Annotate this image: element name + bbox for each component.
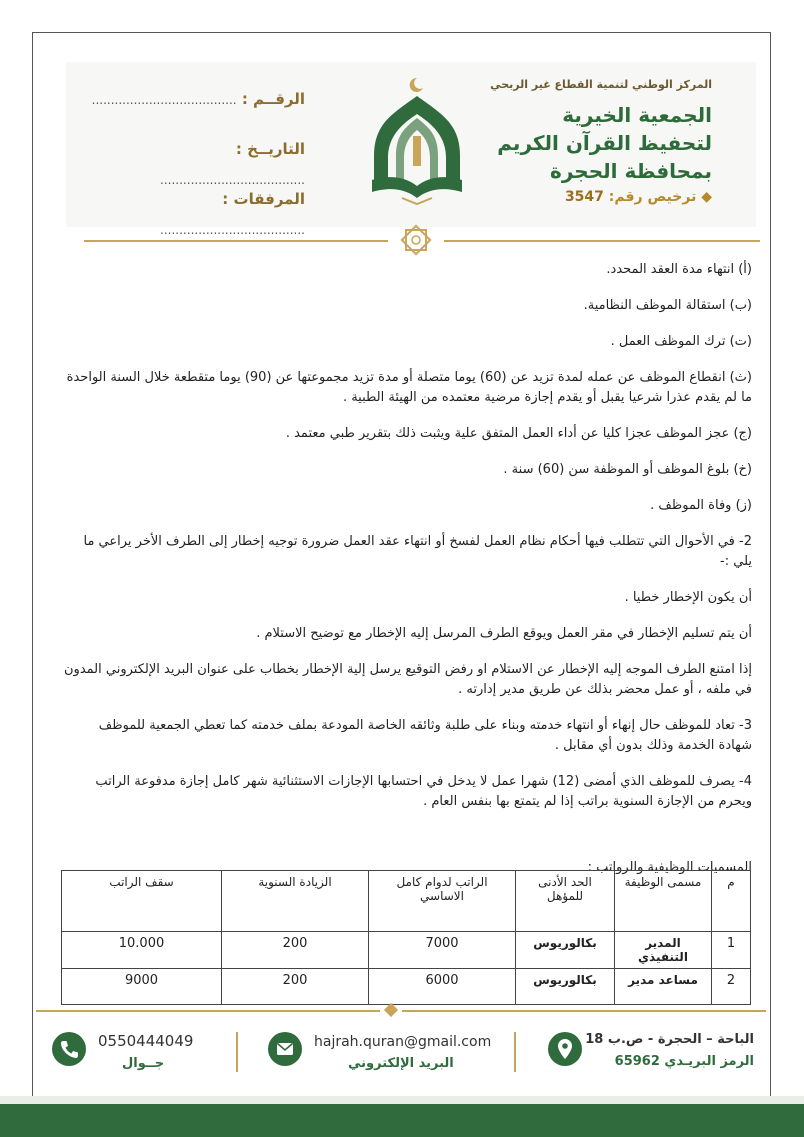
license-label: ترخيص رقم: [608, 189, 697, 205]
document-body [62, 256, 752, 878]
cell-salary-cap: 10.000 [62, 932, 222, 969]
email-address[interactable]: hajrah.quran@gmail.com [314, 1034, 492, 1050]
notice-written: أن يكون الإخطار خطيا . [624, 590, 752, 605]
cell-base-salary: 6000 [369, 969, 516, 1005]
address-line1: الباحة – الحجرة - ص.ب 18 [585, 1032, 754, 1047]
phone-icon [52, 1032, 86, 1066]
footer-address [540, 1030, 770, 1074]
location-pin-icon [548, 1032, 582, 1066]
cell-annual-increase: 200 [222, 932, 369, 969]
col-header-salary-cap: سقف الراتب [62, 871, 222, 932]
license-info [452, 189, 712, 205]
col-header-qualification: الحد الأدنى للمؤهل [516, 871, 615, 932]
cell-job-title: مساعد مدير [615, 969, 712, 1005]
clause-a: (أ) انتهاء مدة العقد المحدد. [606, 262, 752, 277]
reference-fields [90, 84, 305, 237]
col-header-number: م [712, 871, 751, 932]
clause-th: (ث) انقطاع الموظف عن عمله لمدة تزيد عن (60) يوما متصلة أو مدة تزيد مجموعتها عن (90) يوما متقطعة خلال السنة الواحدة ما لم يقدم عذرا شرعيا يقبل أو يقدم إجازة مرضية معتمده من الهيئة الطبية . [66, 370, 752, 405]
footer-phone [48, 1030, 218, 1074]
parent-organization: المركز الوطني لتنمية القطاع غير الربحي [490, 78, 712, 91]
cell-qualification: بكالوريوس [516, 932, 615, 969]
footer-divider-left [36, 1010, 380, 1012]
cell-salary-cap: 9000 [62, 969, 222, 1005]
cell-base-salary: 7000 [369, 932, 516, 969]
attachments-dots: ...................................... [160, 223, 305, 237]
cell-number: 1 [712, 932, 751, 969]
clause-j: (ج) عجز الموظف عجزا كليا عن أداء العمل المتفق علية ويثبت ذلك بتقرير طبي معتمد . [285, 426, 752, 441]
article-3: 3- تعاد للموظف حال إنهاء أو انتهاء خدمته وبناء على طلبة وثائقه الخاصة المودعة بملف خدمته كما تعطي الجمعية للموظف شهادة الخدمة وذلك بدون أي مقابل . [98, 718, 752, 753]
article-2: 2- في الأحوال التي تتطلب فيها أحكام نظام العمل لفسخ أو انتهاء عقد العمل ضرورة توجيه إخطار إلى الطرف الأخر يراعي ما يلي :- [83, 534, 752, 569]
cell-job-title: المدير التنفيذي [615, 932, 712, 969]
reference-dots: ...................................... [91, 93, 237, 107]
reference-label: الرقــم : [241, 90, 305, 108]
table-row [62, 969, 751, 1005]
table-row [62, 932, 751, 969]
clause-t: (ت) ترك الموظف العمل . [610, 334, 752, 349]
notice-delivery: أن يتم تسليم الإخطار في مقر العمل ويوقع الطرف المرسل إليه الإخطار مع توضيح الاستلام . [256, 626, 752, 641]
attachments-label: المرفقات : [222, 190, 305, 208]
table-heading: المسميات الوظيفية والرواتب : [587, 860, 752, 875]
clause-kh: (خ) بلوغ الموظف أو الموظفة سن (60) سنة . [503, 462, 752, 477]
article-4: 4- يصرف للموظف الذي أمضى (12) شهرا عمل لا يدخل في احتسابها الإجازات الاستثنائية شهر كامل إجازة مدفوعة الراتب ويحرم من الإجازة السنوية براتب إذا لم يتمتع بها بنفس العام . [95, 774, 752, 809]
footer-email [262, 1030, 502, 1074]
diamond-icon: ◆ [701, 189, 712, 205]
org-name-line2: لتحفيظ القرآن الكريم [497, 131, 712, 155]
date-dots: ...................................... [160, 173, 305, 187]
cell-qualification: بكالوريوس [516, 969, 615, 1005]
footer-band [0, 1104, 804, 1137]
license-number: 3547 [564, 189, 604, 205]
reference-number-row [90, 84, 305, 134]
col-header-annual-increase: الزيادة السنوية [222, 871, 369, 932]
notice-refusal: إذا امتنع الطرف الموجه إليه الإخطار عن الاستلام او رفض التوقيع يرسل إلية الإخطار بخطاب على عنوان البريد الإلكتروني المدون في ملفه ، أو عمل محضر بذلك عن طريق مدير إدارته . [64, 662, 752, 697]
col-header-base-salary: الراتب لدوام كامل الاساسي [369, 871, 516, 932]
envelope-icon [268, 1032, 302, 1066]
clause-b: (ب) استقالة الموظف النظامية. [583, 298, 752, 313]
table-header-row [62, 871, 751, 932]
quran-mosque-logo-icon [362, 74, 472, 206]
footer-separator [236, 1032, 238, 1072]
date-label: التاريــخ : [235, 140, 305, 158]
org-name-line1: الجمعية الخيرية [562, 103, 712, 127]
cell-annual-increase: 200 [222, 969, 369, 1005]
job-titles-table [61, 870, 751, 1005]
email-label: البريد الإلكتروني [348, 1056, 454, 1071]
phone-label: جــوال [122, 1056, 165, 1071]
org-name-line3: بمحافظة الحجرة [550, 159, 712, 183]
phone-number[interactable]: 0550444049 [98, 1032, 194, 1050]
header-divider-right [444, 240, 760, 242]
header-divider-left [84, 240, 388, 242]
clause-z: (ز) وفاة الموظف . [650, 498, 752, 513]
organization-name-block [452, 78, 712, 205]
footer-separator [514, 1032, 516, 1072]
cell-number: 2 [712, 969, 751, 1005]
footer-divider-right [402, 1010, 766, 1012]
star-ornament-icon [398, 222, 434, 258]
col-header-job-title: مسمى الوظيفة [615, 871, 712, 932]
address-line2: الرمز البريـدي 65962 [614, 1054, 754, 1069]
date-row [90, 134, 305, 187]
